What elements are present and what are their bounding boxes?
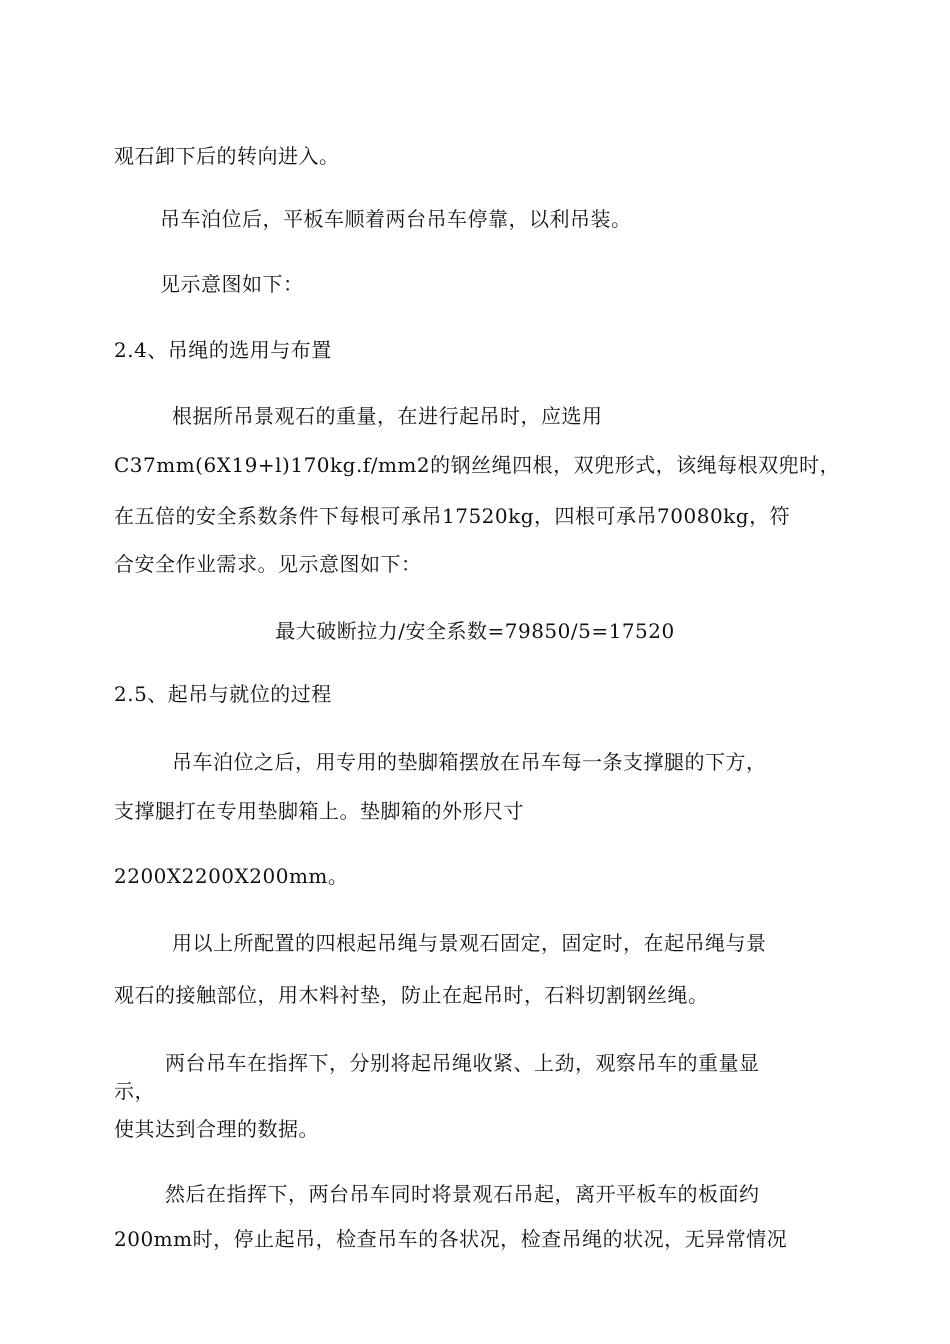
paragraph-lift-line-1: 然后在指挥下，两台吊车同时将景观石吊起，离开平板车的板面约 — [165, 1182, 760, 1206]
paragraph-box-line-2: 支撑腿打在专用垫脚箱上。垫脚箱的外形尺寸 — [114, 799, 524, 823]
paragraph-see-diagram-1: 见示意图如下： — [160, 272, 304, 296]
paragraph-rope-line-3: 在五倍的安全系数条件下每根可承吊17520kg，四根可承吊70080kg，符 — [114, 504, 791, 528]
paragraph-fix-line-1: 用以上所配置的四根起吊绳与景观石固定，固定时，在起吊绳与景 — [172, 931, 767, 955]
paragraph-rope-line-4: 合安全作业需求。见示意图如下： — [114, 552, 422, 576]
paragraph-tighten-line-2: 示， — [114, 1079, 155, 1103]
paragraph-fix-line-2: 观石的接触部位，用木料衬垫，防止在起吊时，石料切割钢丝绳。 — [114, 983, 709, 1007]
paragraph-crane-parking: 吊车泊位后，平板车顺着两台吊车停靠，以利吊装。 — [160, 207, 632, 231]
paragraph-tighten-line-3: 使其达到合理的数据。 — [114, 1117, 319, 1141]
paragraph-box-line-3: 2200X2200X200mm。 — [114, 864, 349, 888]
section-heading-2-5: 2.5、起吊与就位的过程 — [114, 682, 332, 706]
paragraph-box-line-1: 吊车泊位之后，用专用的垫脚箱摆放在吊车每一条支撑腿的下方， — [172, 750, 767, 774]
paragraph-rope-line-2: C37mm(6X19+l)170kg.f/mm2的钢丝绳四根，双兜形式，该绳每根双兜时， — [114, 453, 841, 477]
formula-line: 最大破断拉力/安全系数=79850/5=17520 — [275, 619, 675, 643]
section-heading-2-4: 2.4、吊绳的选用与布置 — [114, 338, 332, 362]
paragraph-rope-line-1: 根据所吊景观石的重量，在进行起吊时，应选用 — [172, 404, 603, 428]
paragraph-tighten-line-1: 两台吊车在指挥下，分别将起吊绳收紧、上劲，观察吊车的重量显 — [165, 1051, 760, 1075]
paragraph-intro: 观石卸下后的转向进入。 — [114, 144, 340, 168]
paragraph-lift-line-2: 200mm时，停止起吊，检查吊车的各状况，检查吊绳的状况，无异常情况 — [114, 1227, 788, 1251]
